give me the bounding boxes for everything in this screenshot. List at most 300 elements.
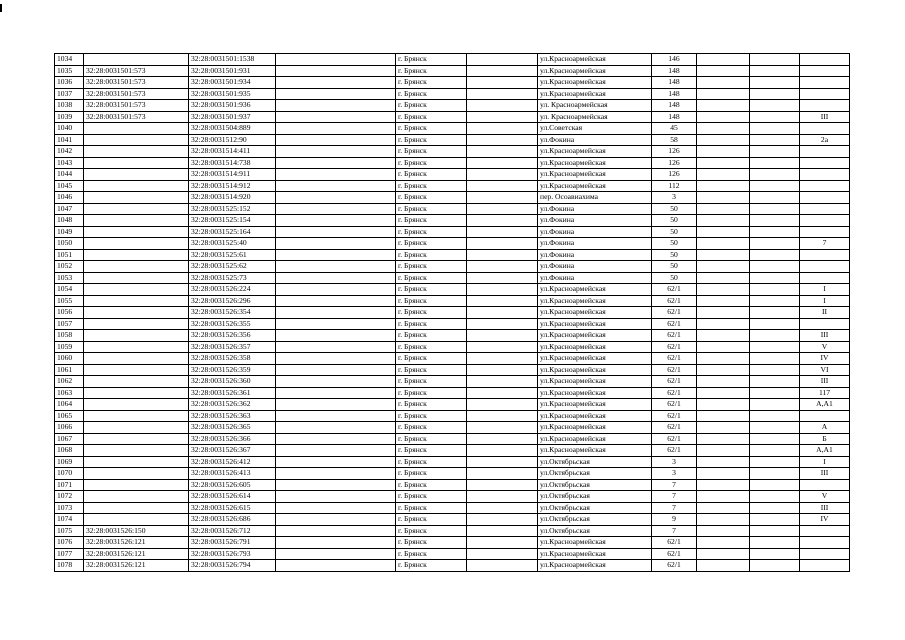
- street-cell: ул.Красноармейская: [538, 376, 652, 388]
- empty-cell: [276, 226, 396, 238]
- row-number-cell: 1053: [55, 272, 84, 284]
- row-number-cell: 1060: [55, 353, 84, 365]
- row-number-cell: 1077: [55, 548, 84, 560]
- city-cell: г. Брянск: [396, 548, 467, 560]
- empty-cell: [467, 514, 538, 526]
- empty-cell: [697, 295, 750, 307]
- table-row: [55, 422, 850, 434]
- row-number-cell: 1058: [55, 330, 84, 342]
- city-cell: г. Брянск: [396, 272, 467, 284]
- house-number-cell: 62/1: [652, 387, 697, 399]
- house-number-cell: 62/1: [652, 330, 697, 342]
- litera-cell: А,А1: [800, 445, 850, 457]
- object-cadastral-cell: 32:28:0031526:224: [189, 284, 276, 296]
- empty-cell: [276, 410, 396, 422]
- city-cell: г. Брянск: [396, 123, 467, 135]
- house-number-cell: 7: [652, 479, 697, 491]
- empty-cell: [750, 318, 800, 330]
- object-cadastral-cell: 32:28:0031526:615: [189, 502, 276, 514]
- empty-cell: [276, 341, 396, 353]
- street-cell: ул.Красноармейская: [538, 295, 652, 307]
- empty-cell: [467, 261, 538, 273]
- empty-cell: [750, 180, 800, 192]
- table-row: [55, 100, 850, 112]
- street-cell: ул.Красноармейская: [538, 341, 652, 353]
- empty-cell: [750, 330, 800, 342]
- row-number-cell: 1057: [55, 318, 84, 330]
- city-cell: г. Брянск: [396, 468, 467, 480]
- parcel-cadastral-cell: [84, 307, 189, 319]
- empty-cell: [750, 399, 800, 411]
- table-row: [55, 502, 850, 514]
- parcel-cadastral-cell: 32:28:0031501:573: [84, 100, 189, 112]
- empty-cell: [276, 445, 396, 457]
- object-cadastral-cell: 32:28:0031525:152: [189, 203, 276, 215]
- table-row: [55, 77, 850, 89]
- empty-cell: [467, 307, 538, 319]
- parcel-cadastral-cell: 32:28:0031501:573: [84, 65, 189, 77]
- empty-cell: [467, 445, 538, 457]
- city-cell: г. Брянск: [396, 456, 467, 468]
- row-number-cell: 1040: [55, 123, 84, 135]
- parcel-cadastral-cell: [84, 456, 189, 468]
- table-row: [55, 364, 850, 376]
- parcel-cadastral-cell: [84, 215, 189, 227]
- street-cell: ул.Красноармейская: [538, 548, 652, 560]
- object-cadastral-cell: 32:28:0031525:61: [189, 249, 276, 261]
- litera-cell: [800, 146, 850, 158]
- house-number-cell: 7: [652, 525, 697, 537]
- empty-cell: [467, 215, 538, 227]
- empty-cell: [467, 422, 538, 434]
- empty-cell: [467, 284, 538, 296]
- empty-cell: [467, 433, 538, 445]
- litera-cell: [800, 100, 850, 112]
- house-number-cell: 3: [652, 456, 697, 468]
- parcel-cadastral-cell: [84, 341, 189, 353]
- city-cell: г. Брянск: [396, 353, 467, 365]
- empty-cell: [750, 364, 800, 376]
- row-number-cell: 1044: [55, 169, 84, 181]
- street-cell: ул.Красноармейская: [538, 410, 652, 422]
- parcel-cadastral-cell: [84, 514, 189, 526]
- empty-cell: [276, 422, 396, 434]
- empty-cell: [697, 364, 750, 376]
- parcel-cadastral-cell: [84, 134, 189, 146]
- parcel-cadastral-cell: [84, 192, 189, 204]
- empty-cell: [467, 54, 538, 66]
- row-number-cell: 1074: [55, 514, 84, 526]
- house-number-cell: 45: [652, 123, 697, 135]
- object-cadastral-cell: 32:28:0031526:712: [189, 525, 276, 537]
- table-row: [55, 479, 850, 491]
- city-cell: г. Брянск: [396, 318, 467, 330]
- empty-cell: [750, 295, 800, 307]
- parcel-cadastral-cell: 32:28:0031526:150: [84, 525, 189, 537]
- empty-cell: [750, 410, 800, 422]
- house-number-cell: 148: [652, 77, 697, 89]
- street-cell: ул.Красноармейская: [538, 146, 652, 158]
- row-number-cell: 1076: [55, 537, 84, 549]
- parcel-cadastral-cell: [84, 146, 189, 158]
- row-number-cell: 1035: [55, 65, 84, 77]
- empty-cell: [697, 157, 750, 169]
- empty-cell: [750, 456, 800, 468]
- house-number-cell: 50: [652, 203, 697, 215]
- empty-cell: [467, 364, 538, 376]
- row-number-cell: 1049: [55, 226, 84, 238]
- object-cadastral-cell: 32:28:0031526:413: [189, 468, 276, 480]
- city-cell: г. Брянск: [396, 284, 467, 296]
- parcel-cadastral-cell: 32:28:0031526:121: [84, 537, 189, 549]
- parcel-cadastral-cell: [84, 410, 189, 422]
- empty-cell: [750, 54, 800, 66]
- parcel-cadastral-cell: [84, 387, 189, 399]
- row-number-cell: 1041: [55, 134, 84, 146]
- empty-cell: [467, 111, 538, 123]
- empty-cell: [467, 169, 538, 181]
- empty-cell: [276, 525, 396, 537]
- empty-cell: [276, 88, 396, 100]
- street-cell: пер. Осоавиахима: [538, 192, 652, 204]
- empty-cell: [750, 123, 800, 135]
- empty-cell: [276, 169, 396, 181]
- street-cell: ул.Фокина: [538, 238, 652, 250]
- table-row: [55, 491, 850, 503]
- litera-cell: [800, 180, 850, 192]
- object-cadastral-cell: 32:28:0031526:356: [189, 330, 276, 342]
- city-cell: г. Брянск: [396, 364, 467, 376]
- empty-cell: [750, 215, 800, 227]
- parcel-cadastral-cell: [84, 249, 189, 261]
- table-row: [55, 433, 850, 445]
- city-cell: г. Брянск: [396, 111, 467, 123]
- empty-cell: [697, 272, 750, 284]
- table-row: [55, 203, 850, 215]
- city-cell: г. Брянск: [396, 295, 467, 307]
- empty-cell: [697, 479, 750, 491]
- street-cell: ул.Фокина: [538, 203, 652, 215]
- object-cadastral-cell: 32:28:0031526:361: [189, 387, 276, 399]
- row-number-cell: 1052: [55, 261, 84, 273]
- empty-cell: [467, 548, 538, 560]
- table-row: [55, 387, 850, 399]
- empty-cell: [697, 376, 750, 388]
- empty-cell: [750, 65, 800, 77]
- empty-cell: [467, 479, 538, 491]
- litera-cell: 2а: [800, 134, 850, 146]
- object-cadastral-cell: 32:28:0031512:90: [189, 134, 276, 146]
- house-number-cell: 3: [652, 192, 697, 204]
- city-cell: г. Брянск: [396, 537, 467, 549]
- empty-cell: [697, 445, 750, 457]
- parcel-cadastral-cell: [84, 295, 189, 307]
- empty-cell: [750, 169, 800, 181]
- litera-cell: [800, 479, 850, 491]
- empty-cell: [750, 77, 800, 89]
- empty-cell: [697, 422, 750, 434]
- street-cell: ул.Советская: [538, 123, 652, 135]
- table-row: [55, 123, 850, 135]
- empty-cell: [750, 111, 800, 123]
- empty-cell: [276, 514, 396, 526]
- parcel-cadastral-cell: [84, 284, 189, 296]
- empty-cell: [467, 502, 538, 514]
- row-number-cell: 1055: [55, 295, 84, 307]
- empty-cell: [276, 261, 396, 273]
- empty-cell: [467, 226, 538, 238]
- row-number-cell: 1034: [55, 54, 84, 66]
- row-number-cell: 1064: [55, 399, 84, 411]
- litera-cell: [800, 215, 850, 227]
- city-cell: г. Брянск: [396, 525, 467, 537]
- table-row: [55, 295, 850, 307]
- house-number-cell: 148: [652, 100, 697, 112]
- object-cadastral-cell: 32:28:0031525:40: [189, 238, 276, 250]
- parcel-cadastral-cell: [84, 502, 189, 514]
- house-number-cell: 112: [652, 180, 697, 192]
- empty-cell: [697, 146, 750, 158]
- house-number-cell: 50: [652, 272, 697, 284]
- table-row: [55, 54, 850, 66]
- litera-cell: III: [800, 330, 850, 342]
- street-cell: ул.Октябрьская: [538, 502, 652, 514]
- litera-cell: [800, 560, 850, 572]
- litera-cell: V: [800, 341, 850, 353]
- house-number-cell: 50: [652, 249, 697, 261]
- parcel-cadastral-cell: 32:28:0031501:573: [84, 88, 189, 100]
- city-cell: г. Брянск: [396, 146, 467, 158]
- empty-cell: [750, 272, 800, 284]
- litera-cell: III: [800, 376, 850, 388]
- empty-cell: [467, 203, 538, 215]
- empty-cell: [276, 537, 396, 549]
- city-cell: г. Брянск: [396, 399, 467, 411]
- object-cadastral-cell: 32:28:0031526:354: [189, 307, 276, 319]
- empty-cell: [467, 134, 538, 146]
- empty-cell: [276, 111, 396, 123]
- street-cell: ул.Фокина: [538, 261, 652, 273]
- row-number-cell: 1063: [55, 387, 84, 399]
- empty-cell: [697, 134, 750, 146]
- empty-cell: [697, 399, 750, 411]
- litera-cell: I: [800, 284, 850, 296]
- empty-cell: [750, 341, 800, 353]
- house-number-cell: 62/1: [652, 364, 697, 376]
- row-number-cell: 1075: [55, 525, 84, 537]
- empty-cell: [697, 249, 750, 261]
- empty-cell: [467, 537, 538, 549]
- registry-body: [55, 54, 850, 572]
- empty-cell: [697, 502, 750, 514]
- city-cell: г. Брянск: [396, 514, 467, 526]
- empty-cell: [467, 341, 538, 353]
- empty-cell: [697, 261, 750, 273]
- empty-cell: [276, 284, 396, 296]
- empty-cell: [467, 192, 538, 204]
- litera-cell: [800, 525, 850, 537]
- row-number-cell: 1066: [55, 422, 84, 434]
- empty-cell: [697, 54, 750, 66]
- parcel-cadastral-cell: 32:28:0031501:573: [84, 77, 189, 89]
- table-row: [55, 88, 850, 100]
- empty-cell: [697, 318, 750, 330]
- object-cadastral-cell: 32:28:0031526:791: [189, 537, 276, 549]
- street-cell: ул.Фокина: [538, 226, 652, 238]
- object-cadastral-cell: 32:28:0031514:920: [189, 192, 276, 204]
- house-number-cell: 62/1: [652, 376, 697, 388]
- street-cell: ул.Красноармейская: [538, 330, 652, 342]
- table-row: [55, 169, 850, 181]
- table-row: [55, 226, 850, 238]
- house-number-cell: 50: [652, 226, 697, 238]
- empty-cell: [750, 261, 800, 273]
- table-row: [55, 537, 850, 549]
- street-cell: ул.Красноармейская: [538, 157, 652, 169]
- parcel-cadastral-cell: [84, 318, 189, 330]
- empty-cell: [750, 387, 800, 399]
- house-number-cell: 146: [652, 54, 697, 66]
- table-row: [55, 249, 850, 261]
- litera-cell: I: [800, 295, 850, 307]
- parcel-cadastral-cell: [84, 226, 189, 238]
- city-cell: г. Брянск: [396, 433, 467, 445]
- empty-cell: [467, 77, 538, 89]
- object-cadastral-cell: 32:28:0031514:911: [189, 169, 276, 181]
- house-number-cell: 62/1: [652, 422, 697, 434]
- table-row: [55, 330, 850, 342]
- parcel-cadastral-cell: 32:28:0031526:121: [84, 548, 189, 560]
- litera-cell: III: [800, 502, 850, 514]
- street-cell: ул.Красноармейская: [538, 169, 652, 181]
- row-number-cell: 1065: [55, 410, 84, 422]
- city-cell: г. Брянск: [396, 560, 467, 572]
- house-number-cell: 50: [652, 215, 697, 227]
- empty-cell: [276, 146, 396, 158]
- street-cell: ул.Красноармейская: [538, 445, 652, 457]
- empty-cell: [467, 491, 538, 503]
- street-cell: ул.Красноармейская: [538, 88, 652, 100]
- object-cadastral-cell: 32:28:0031526:358: [189, 353, 276, 365]
- litera-cell: IV: [800, 353, 850, 365]
- object-cadastral-cell: 32:28:0031501:935: [189, 88, 276, 100]
- street-cell: ул.Красноармейская: [538, 284, 652, 296]
- city-cell: г. Брянск: [396, 169, 467, 181]
- city-cell: г. Брянск: [396, 422, 467, 434]
- parcel-cadastral-cell: [84, 203, 189, 215]
- empty-cell: [276, 353, 396, 365]
- table-row: [55, 134, 850, 146]
- city-cell: г. Брянск: [396, 100, 467, 112]
- empty-cell: [276, 180, 396, 192]
- empty-cell: [276, 318, 396, 330]
- row-number-cell: 1068: [55, 445, 84, 457]
- city-cell: г. Брянск: [396, 238, 467, 250]
- object-cadastral-cell: 32:28:0031514:738: [189, 157, 276, 169]
- row-number-cell: 1059: [55, 341, 84, 353]
- empty-cell: [697, 238, 750, 250]
- empty-cell: [276, 123, 396, 135]
- row-number-cell: 1062: [55, 376, 84, 388]
- street-cell: ул.Октябрьская: [538, 491, 652, 503]
- empty-cell: [697, 560, 750, 572]
- row-number-cell: 1061: [55, 364, 84, 376]
- house-number-cell: 126: [652, 146, 697, 158]
- empty-cell: [750, 192, 800, 204]
- litera-cell: [800, 77, 850, 89]
- city-cell: г. Брянск: [396, 180, 467, 192]
- city-cell: г. Брянск: [396, 491, 467, 503]
- empty-cell: [276, 479, 396, 491]
- litera-cell: [800, 410, 850, 422]
- empty-cell: [750, 238, 800, 250]
- empty-cell: [276, 77, 396, 89]
- empty-cell: [276, 456, 396, 468]
- empty-cell: [697, 307, 750, 319]
- city-cell: г. Брянск: [396, 88, 467, 100]
- litera-cell: I: [800, 456, 850, 468]
- house-number-cell: 62/1: [652, 307, 697, 319]
- city-cell: г. Брянск: [396, 54, 467, 66]
- row-number-cell: 1073: [55, 502, 84, 514]
- house-number-cell: 62/1: [652, 318, 697, 330]
- city-cell: г. Брянск: [396, 387, 467, 399]
- street-cell: ул.Красноармейская: [538, 180, 652, 192]
- city-cell: г. Брянск: [396, 77, 467, 89]
- object-cadastral-cell: 32:28:0031526:794: [189, 560, 276, 572]
- house-number-cell: 7: [652, 491, 697, 503]
- empty-cell: [467, 468, 538, 480]
- object-cadastral-cell: 32:28:0031526:355: [189, 318, 276, 330]
- empty-cell: [697, 548, 750, 560]
- empty-cell: [467, 295, 538, 307]
- street-cell: ул.Красноармейская: [538, 65, 652, 77]
- litera-cell: II: [800, 307, 850, 319]
- parcel-cadastral-cell: [84, 364, 189, 376]
- table-row: [55, 560, 850, 572]
- parcel-cadastral-cell: [84, 238, 189, 250]
- litera-cell: VI: [800, 364, 850, 376]
- object-cadastral-cell: 32:28:0031526:363: [189, 410, 276, 422]
- empty-cell: [697, 353, 750, 365]
- empty-cell: [467, 157, 538, 169]
- empty-cell: [276, 100, 396, 112]
- table-row: [55, 410, 850, 422]
- street-cell: ул.Красноармейская: [538, 318, 652, 330]
- parcel-cadastral-cell: [84, 422, 189, 434]
- city-cell: г. Брянск: [396, 226, 467, 238]
- table-row: [55, 111, 850, 123]
- empty-cell: [697, 491, 750, 503]
- street-cell: ул. Красноармейская: [538, 100, 652, 112]
- table-row: [55, 514, 850, 526]
- empty-cell: [467, 376, 538, 388]
- house-number-cell: 3: [652, 468, 697, 480]
- street-cell: ул.Красноармейская: [538, 399, 652, 411]
- empty-cell: [467, 88, 538, 100]
- house-number-cell: 62/1: [652, 433, 697, 445]
- house-number-cell: 62/1: [652, 410, 697, 422]
- litera-cell: 117: [800, 387, 850, 399]
- empty-cell: [276, 399, 396, 411]
- litera-cell: [800, 54, 850, 66]
- street-cell: ул.Красноармейская: [538, 560, 652, 572]
- street-cell: ул.Октябрьская: [538, 525, 652, 537]
- parcel-cadastral-cell: [84, 376, 189, 388]
- parcel-cadastral-cell: [84, 157, 189, 169]
- parcel-cadastral-cell: [84, 399, 189, 411]
- object-cadastral-cell: 32:28:0031526:365: [189, 422, 276, 434]
